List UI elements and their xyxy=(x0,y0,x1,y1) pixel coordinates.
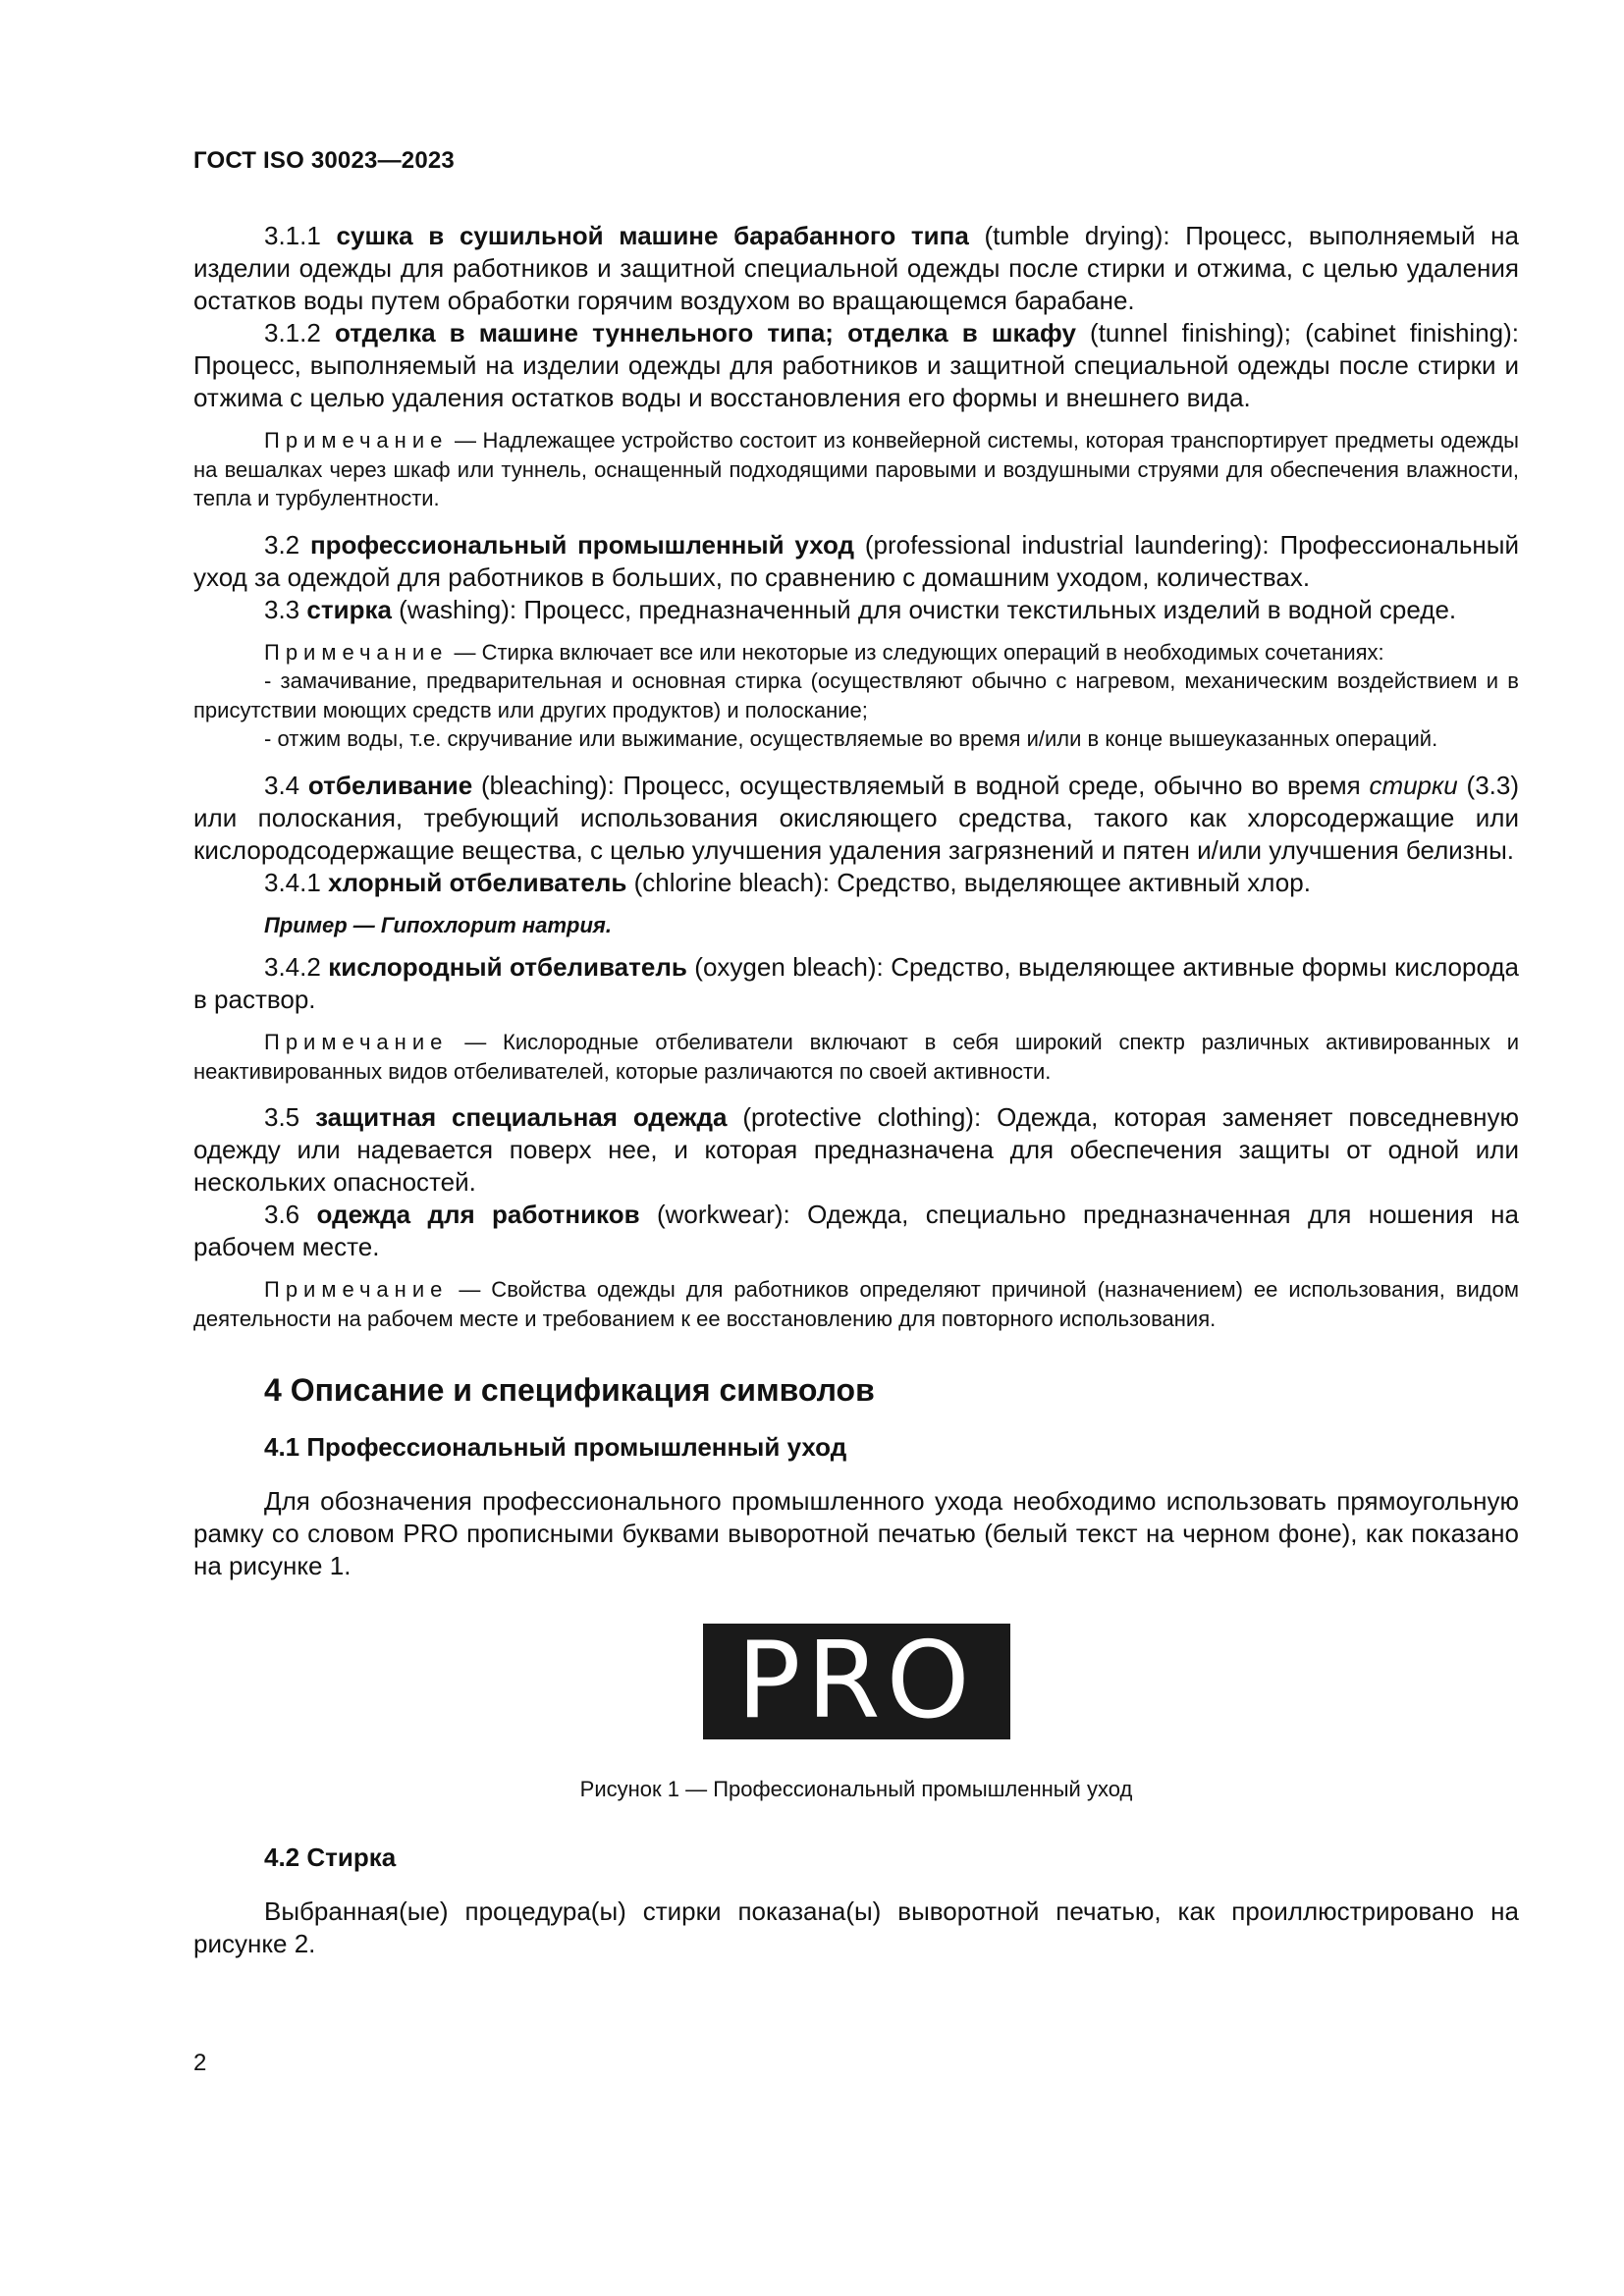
term-definition: (tumble drying): Процесс, выполняемый на изделии одежды для работников и защитной специальной одежды после стирки и отжима, с целью удаления остатков воды путем обработки горячим воздухом во вращающемся барабане. xyxy=(193,221,1519,315)
term-definition: (chlorine bleach): Средство, выделяющее активный хлор. xyxy=(633,867,1311,897)
term-definition: (protective clothing): Одежда, которая заменяет повседневную одежду или надевается поверх нее, и которая предназначена для обеспечения защиты от одной или нескольких опасностей. xyxy=(193,1102,1519,1197)
term-number: 3.5 xyxy=(264,1102,300,1132)
note-2-item-1: - замачивание, предварительная и основная стирка (осуществляют обычно с нагревом, механическим воздействием и в присутствии моющих средств или других продуктов) и полоскание; xyxy=(193,668,1519,722)
term-name: одежда для работников xyxy=(316,1200,640,1229)
note-text: — Свойства одежды для работников определяют причиной (назначением) ее использования, видом деятельности на рабочем месте и требованием к ее восстановлению для повторного использования. xyxy=(193,1277,1519,1331)
note-3 xyxy=(193,1028,1519,1086)
pro-symbol xyxy=(703,1620,1010,1742)
section-4-heading: 4 Описание и спецификация символов xyxy=(264,1372,875,1408)
note-2-item-2: - отжим воды, т.е. скручивание или выжимание, осуществляемые во время и/или в конце вышеуказанных операций. xyxy=(264,726,1438,751)
term-definition: (tunnel finishing); (cabinet finishing): Процесс, выполняемый на изделии одежды для работников и защитной специальной одежды после стирки и отжима с целью удаления остатков воды и восстановления его формы и внешнего вида. xyxy=(193,318,1519,412)
section-4-1-heading: 4.1 Профессиональный промышленный уход xyxy=(264,1432,847,1462)
term-number: 3.1.2 xyxy=(264,318,321,347)
term-definition: (professional industrial laundering): Профессиональный уход за одеждой для работников в больших, по сравнению с домашним уходом, количествах. xyxy=(193,529,1519,592)
section-4-2-text: Выбранная(ые) процедура(ы) стирки показана(ы) выворотной печатью, как проиллюстрировано на рисунке 2. xyxy=(193,1896,1519,1958)
section-4-2-heading: 4.2 Стирка xyxy=(264,1842,397,1872)
page-content xyxy=(193,220,1519,1960)
term-name: защитная специальная одежда xyxy=(315,1102,728,1132)
term-number: 3.4.1 xyxy=(264,867,321,897)
term-reference: стирки xyxy=(1369,770,1458,800)
note-label: Примечание xyxy=(264,639,449,665)
term-name: стирка xyxy=(306,594,392,624)
term-number: 3.1.1 xyxy=(264,221,321,250)
term-name: кислородный отбеливатель xyxy=(328,952,687,982)
term-name: отделка в машине туннельного типа; отделка в шкафу xyxy=(334,318,1076,347)
pro-symbol-text: PRO xyxy=(736,1620,976,1742)
page-number: 2 xyxy=(193,2050,207,2076)
note-label: Примечание xyxy=(264,1277,449,1302)
term-definition: (workwear): Одежда, специально предназначенная для ношения на рабочем месте. xyxy=(193,1200,1519,1261)
term-name: хлорный отбеливатель xyxy=(328,867,627,897)
term-definition: (washing): Процесс, предназначенный для очистки текстильных изделий в водной среде. xyxy=(399,594,1457,624)
example: Пример — Гипохлорит натрия. xyxy=(264,912,612,937)
term-name: сушка в сушильной машине барабанного типа xyxy=(336,221,969,250)
term-definition: (bleaching): Процесс, осуществляемый в водной среде, обычно во время xyxy=(480,770,1361,800)
term-number: 3.3 xyxy=(264,594,300,624)
term-definition: (oxygen bleach): Средство, выделяющее активные формы кислорода в раствор. xyxy=(193,952,1519,1014)
note-text: — Кислородные отбеливатели включают в себя широкий спектр различных активированных и неактивированных видов отбеливателей, которые различаются по своей активности. xyxy=(193,1030,1519,1084)
note-label: Примечание xyxy=(264,1030,449,1054)
term-3-6 xyxy=(193,1199,1519,1263)
note-text: — Стирка включает все или некоторые из следующих операций в необходимых сочетаниях: xyxy=(454,639,1384,665)
term-number: 3.2 xyxy=(264,529,300,560)
term-3-5 xyxy=(193,1101,1519,1199)
figure-1 xyxy=(193,1620,1519,1742)
term-number: 3.4 xyxy=(264,770,300,800)
term-number: 3.6 xyxy=(264,1200,300,1229)
term-name: профессиональный промышленный уход xyxy=(309,529,855,560)
term-3-4 xyxy=(193,770,1519,867)
note-1 xyxy=(193,426,1519,513)
term-3-1-1 xyxy=(193,220,1519,317)
term-number: 3.4.2 xyxy=(264,952,321,982)
term-3-2 xyxy=(193,529,1519,594)
note-label: Примечание xyxy=(264,428,449,453)
figure-1-caption: Рисунок 1 — Профессиональный промышленный уход xyxy=(579,1777,1133,1801)
note-4 xyxy=(193,1275,1519,1333)
term-3-4-2 xyxy=(193,951,1519,1016)
section-4-1-text: Для обозначения профессионального промышленного ухода необходимо использовать прямоугольную рамку со словом PRO прописными буквами выворотной печатью (белый текст на черном фоне), как показано на рисунке 1. xyxy=(193,1486,1519,1580)
term-3-3 xyxy=(193,594,1519,626)
term-3-1-2 xyxy=(193,317,1519,414)
document-code: ГОСТ ISO 30023—2023 xyxy=(193,147,455,174)
note-2 xyxy=(193,638,1519,667)
term-definition-cont: (3.3) или полоскания, требующий использования окисляющего средства, такого как хлорсодержащие или кислородсодержащие вещества, с целью улучшения удаления загрязнений и пятен и/или улучшения белизны. xyxy=(193,770,1519,865)
term-name: отбеливание xyxy=(307,770,473,800)
note-text: — Надлежащее устройство состоит из конвейерной системы, которая транспортирует предметы одежды на вешалках через шкаф или туннель, оснащенный подходящими паровыми и воздушными струями для обеспечения влажности, тепла и турбулентности. xyxy=(193,428,1519,510)
term-3-4-1 xyxy=(193,867,1519,899)
